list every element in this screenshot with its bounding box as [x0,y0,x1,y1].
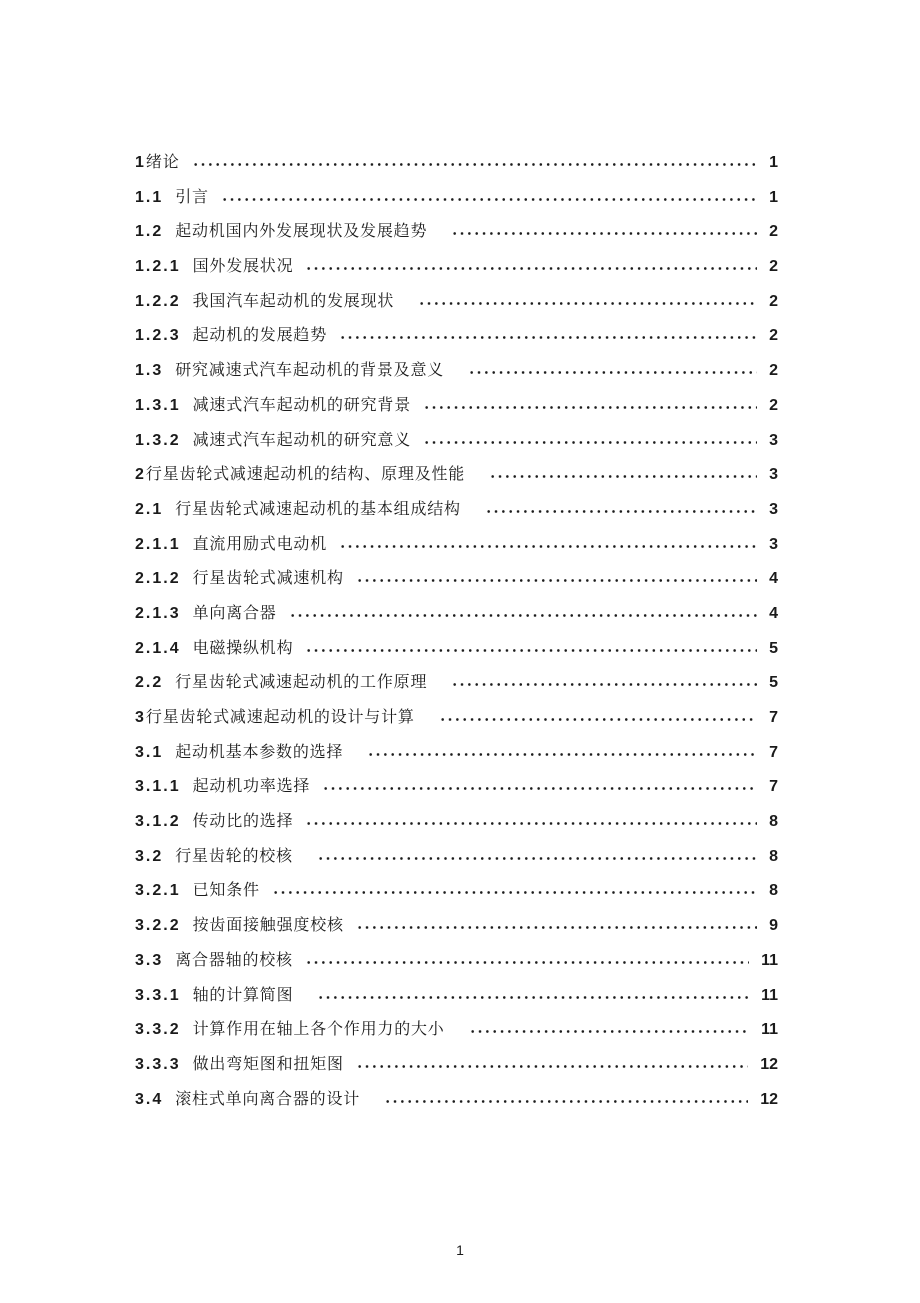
toc-entry[interactable] [135,597,778,632]
dot-leader-icon [272,890,757,895]
toc-entry-number: 1.3 [135,362,164,380]
toc-entry-page: 3 [769,500,778,518]
toc-entry-number: 1.2 [135,223,164,241]
toc-entry-number: 3.3 [135,951,164,969]
dot-leader-icon [451,682,757,687]
dot-leader-icon [356,1064,748,1069]
toc-entry-title: 做出弯矩图和扭矩图 [192,1055,344,1073]
dot-leader-icon [317,856,757,861]
dot-leader-icon [305,960,749,965]
toc-entry-number: 1.2.2 [135,292,181,310]
toc-entry-title: 起动机功率选择 [192,778,311,796]
toc-entry-title: 传动比的选择 [192,813,294,831]
toc-entry[interactable] [135,528,778,563]
dot-leader-icon [356,578,757,583]
toc-entry-number: 3.4 [135,1090,164,1108]
toc-entry-number: 2 [135,466,146,484]
toc-entry-title: 绪论 [145,154,180,171]
toc-entry[interactable] [135,250,778,285]
toc-entry-number: 1 [135,154,146,171]
toc-entry-page: 2 [769,223,778,241]
dot-leader-icon [468,370,757,375]
toc-entry-title: 按齿面接触强度校核 [192,917,344,935]
toc-entry-page: 2 [769,396,778,414]
dot-leader-icon [339,544,757,549]
toc-entry-number: 3.1.2 [135,813,181,831]
toc-entry-title: 直流用励式电动机 [192,535,327,553]
toc-entry-title: 行星齿轮式减速起动机的设计与计算 [145,709,415,726]
toc-entry-title: 行星齿轮式减速起动机的工作原理 [175,674,428,692]
dot-leader-icon [451,231,757,236]
dot-leader-icon [384,1099,748,1104]
toc-entry-page: 3 [769,466,778,484]
toc-entry[interactable] [135,944,778,979]
toc-entry-title: 起动机国内外发展现状及发展趋势 [175,223,428,241]
toc-entry-title: 减速式汽车起动机的研究背景 [192,396,411,414]
dot-leader-icon [322,786,757,791]
toc-entry-title: 行星齿轮式减速起动机的基本组成结构 [175,500,461,518]
dot-leader-icon [356,925,757,930]
toc-entry[interactable] [135,632,778,667]
toc-entry[interactable] [135,909,778,944]
toc-entry-number: 3.3.2 [135,1021,181,1039]
toc-entry[interactable] [135,215,778,250]
toc-entry-title: 研究减速式汽车起动机的背景及意义 [175,362,445,380]
toc-entry-title: 我国汽车起动机的发展现状 [192,292,395,310]
toc-entry[interactable] [135,1083,778,1118]
dot-leader-icon [339,335,757,340]
toc-entry-title: 行星齿轮式减速起动机的结构、原理及性能 [145,466,466,484]
dot-leader-icon [305,821,757,826]
toc-entry-number: 3.2.1 [135,882,181,900]
toc-entry-page: 7 [769,709,778,726]
toc-entry-title: 滚柱式单向离合器的设计 [175,1090,361,1108]
toc-entry-title: 行星齿轮式减速机构 [192,570,344,588]
toc-entry[interactable] [135,1013,778,1048]
toc-entry-page: 8 [769,882,778,900]
toc-entry-title: 起动机基本参数的选择 [175,743,344,761]
toc-entry[interactable] [135,493,778,528]
toc-entry-number: 2.1.4 [135,639,181,657]
dot-leader-icon [305,648,757,653]
toc-entry-number: 1.3.2 [135,431,181,449]
toc-entry-page: 2 [769,327,778,345]
toc-entry-page: 2 [769,292,778,310]
toc-entry[interactable] [135,424,778,459]
toc-entry-title: 轴的计算简图 [192,986,294,1004]
toc-entry-title: 国外发展状况 [192,258,294,276]
toc-entry-title: 已知条件 [192,882,260,900]
toc-entry-title: 减速式汽车起动机的研究意义 [192,431,411,449]
toc-entry[interactable] [135,770,778,805]
toc-entry[interactable] [135,562,778,597]
toc-entry-page: 12 [760,1055,778,1073]
toc-entry[interactable] [135,181,778,216]
toc-entry-page: 3 [769,535,778,553]
dot-leader-icon [485,509,757,514]
dot-leader-icon [439,717,757,722]
toc-entry-page: 7 [769,778,778,796]
dot-leader-icon [221,197,757,202]
toc-entry-title: 起动机的发展趋势 [192,327,327,345]
toc-entry-page: 4 [769,604,778,622]
toc-entry-page: 1 [769,154,778,171]
toc-entry-number: 2.1.2 [135,570,181,588]
toc-entry-page: 11 [761,1021,778,1039]
toc-entry[interactable] [135,146,778,181]
toc-entry-page: 7 [769,743,778,761]
toc-entry-page: 11 [761,986,778,1004]
toc-entry-number: 1.2.1 [135,258,181,276]
toc-entry-page: 4 [769,570,778,588]
toc-entry-title: 引言 [175,188,209,206]
toc-entry-number: 2.1.1 [135,535,181,553]
toc-entry-number: 3.1 [135,743,164,761]
dot-leader-icon [367,752,757,757]
dot-leader-icon [289,613,757,618]
toc-entry-number: 2.1 [135,500,164,518]
toc-entry-page: 11 [761,951,778,969]
toc-entry-page: 2 [769,258,778,276]
toc-entry-title: 单向离合器 [192,604,277,622]
toc-entry-title: 行星齿轮的校核 [175,847,293,865]
toc-entry[interactable] [135,736,778,771]
toc-entry[interactable] [135,666,778,701]
dot-leader-icon [317,995,749,1000]
toc-entry-page: 5 [769,674,778,692]
dot-leader-icon [305,266,757,271]
toc-entry-page: 3 [769,431,778,449]
toc-entry-number: 3.2 [135,847,164,865]
toc-entry-number: 2.1.3 [135,604,181,622]
toc-entry-number: 2.2 [135,674,164,692]
toc-entry-title: 计算作用在轴上各个作用力的大小 [192,1021,445,1039]
toc-entry-page: 1 [769,188,778,206]
toc-entry-page: 8 [769,847,778,865]
toc-entry-number: 3 [135,709,146,726]
toc-entry-title: 电磁操纵机构 [192,639,294,657]
toc-entry[interactable] [135,285,778,320]
toc-entry-number: 1.1 [135,188,164,206]
dot-leader-icon [423,440,757,445]
dot-leader-icon [418,301,757,306]
toc-entry[interactable] [135,354,778,389]
toc-entry[interactable] [135,840,778,875]
toc-entry-title: 离合器轴的校核 [175,951,293,969]
dot-leader-icon [192,162,758,167]
toc-entry[interactable] [135,701,778,736]
toc-entry[interactable] [135,389,778,424]
toc-entry-number: 3.1.1 [135,778,181,796]
toc-entry-number: 3.3.3 [135,1055,181,1073]
toc-entry-number: 3.3.1 [135,986,181,1004]
dot-leader-icon [423,405,757,410]
toc-entry-number: 1.2.3 [135,327,181,345]
dot-leader-icon [489,474,757,479]
toc-entry[interactable] [135,1048,778,1083]
toc-entry[interactable] [135,458,778,493]
toc-entry-number: 3.2.2 [135,917,181,935]
dot-leader-icon [469,1029,749,1034]
toc-list [135,146,778,1117]
page-number-footer: 1 [456,1242,464,1258]
toc-entry[interactable] [135,805,778,840]
toc-entry[interactable] [135,874,778,909]
toc-entry-page: 12 [760,1090,778,1108]
toc-entry[interactable] [135,979,778,1014]
toc-entry-page: 8 [769,813,778,831]
toc-entry-page: 9 [769,917,778,935]
toc-entry-page: 2 [769,362,778,380]
toc-entry[interactable] [135,319,778,354]
toc-entry-number: 1.3.1 [135,396,181,414]
toc-entry-page: 5 [769,639,778,657]
